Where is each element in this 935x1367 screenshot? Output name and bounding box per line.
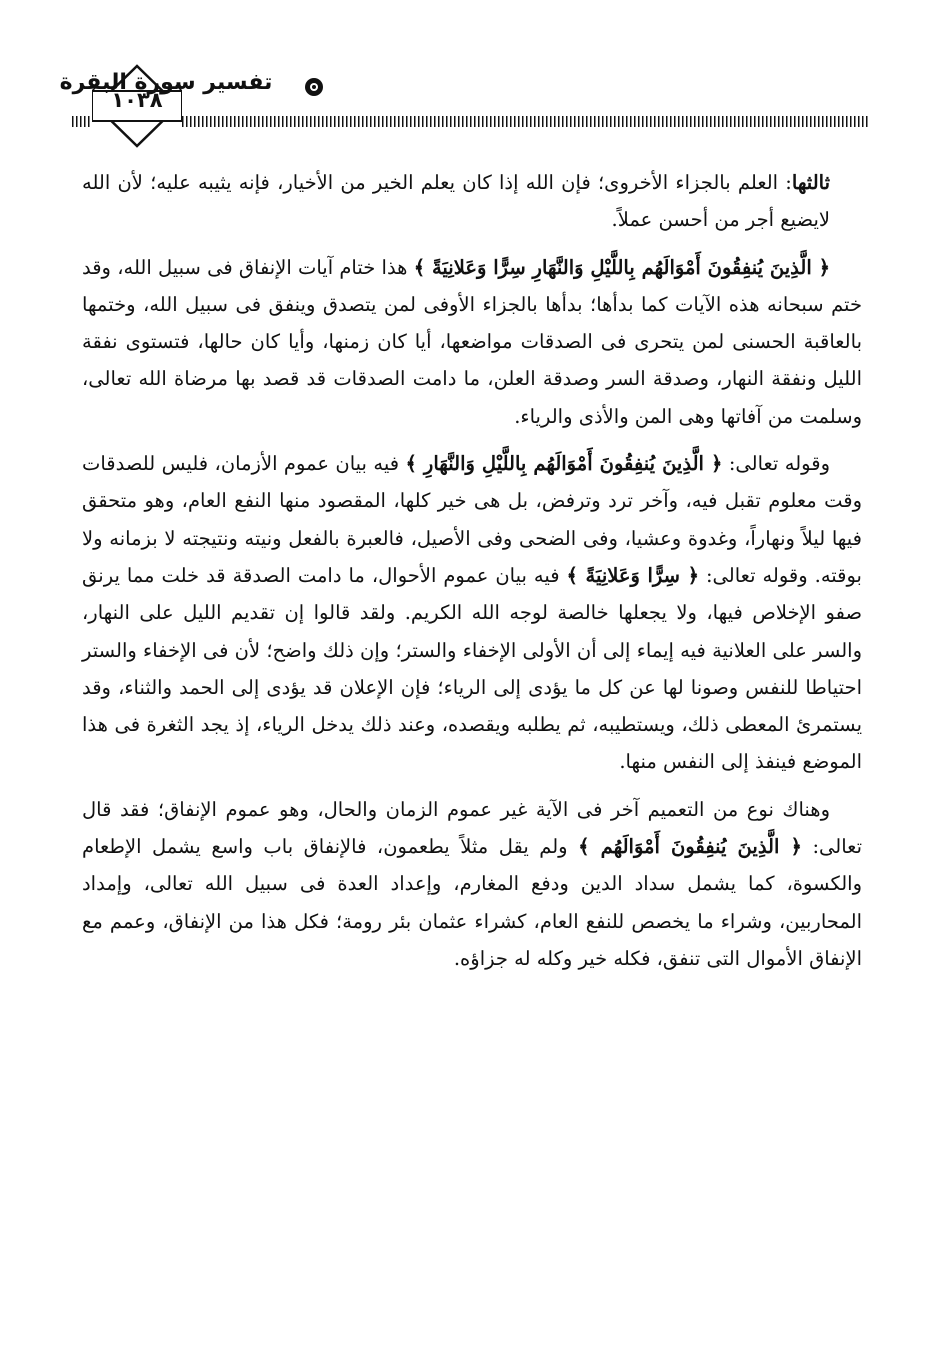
paragraph-1-text: : العلم بالجزاء الأخروى؛ فإن الله إذا كان يعلم الخير من الأخيار، فإنه يثيبه عليه؛ لأن الله لايضيع أجر من أحسن عملاً. (82, 171, 830, 232)
paragraph-4-text-2: ولم يقل مثلاً يطعمون، فالإنفاق باب واسع يشمل الإطعام والكسوة، كما يشمل سداد الدين ودفع المغارم، وإعداد العدة فى سبيل الله تعالى، وإمداد المحاربين، وشراء ما يخصص للنفع العام، كشراء عثمان بئر رومة؛ فكل هذا من الإنفاق، وعمم مع الإنفاق الأموال التى تنفق، فكله خير وكله له جزاؤه. (82, 835, 862, 970)
paragraph-3-text-1: فيه بيان عموم الأزمان، فليس للصدقات وقت معلوم تقبل فيه، وآخر ترد وترفض، بل هى خير كلها، المقصود منها النفع العام، وهو متحقق فيها ليلاً ونهاراً، وغدوة وعشيا، وفى الضحى وفى الأصيل، فالعبرة بالفعل ونيته ونتيجته لا بزمانه ولا بوقته. وقوله تعالى: (82, 452, 862, 587)
paragraph-2-text: هذا ختام آيات الإنفاق فى سبيل الله، وقد ختم سبحانه هذه الآيات كما بدأها؛ بدأها بالجزاء الأوفى لمن يتصدق وينفق فى سبيل الله، وختمها بالعاقبة الحسنى لمن يتحرى فى الصدقات مواضعها، أيا كان زمنها، وأيا كان حالها، فتستوى نفقة الليل ونفقة النهار، وصدقة السر وصدقة العلن، ما دامت الصدقات قد قصد بها مرضاة الله تعالى، وسلمت من آفاتها وهى المن والأذى والرياء. (82, 255, 862, 428)
paragraph-3-text-2: فيه بيان عموم الأحوال، ما دامت الصدقة قد خلت مما يرنق صفو الإخلاص فيها، ولا يجعلها خالصة لوجه الله الكريم. ولقد قالوا إن تقديم الليل على النهار، والسر على العلانية فيه إيماء إلى أن الأولى الإخفاء والستر؛ وإن ذلك واضح؛ لأن فى الإخفاء والستر احتياطا للنفس وصونا لها عن كل ما يؤدى إلى الرياء؛ فإن الإعلان قد يؤدى إلى الحمد والثناء، وقد يستمرئ المعطى ذلك، ويستطيبه، ثم يطلبه ويقصده، وعند ذلك يدخل الرياء، إذ يجد الثغرة فى هذا الموضع فينفذ إلى النفس منها. (82, 563, 862, 774)
header-title: تفسير سورة البقرة (59, 70, 273, 95)
paragraph-1-term: ثالثها (791, 171, 830, 194)
page-body (82, 164, 862, 987)
page-number: ١٠٣٨ (111, 88, 163, 112)
paragraph-3 (82, 445, 862, 781)
paragraph-4 (82, 791, 862, 977)
page-header (0, 0, 935, 160)
quran-verse: ﴿ الَّذِينَ يُنفِقُونَ أَمْوَالَهُم بِاللَّيْلِ وَالنَّهَارِ ﴾ (405, 452, 723, 476)
quran-verse: ﴿ الَّذِينَ يُنفِقُونَ أَمْوَالَهُم ﴾ (578, 835, 802, 859)
paragraph-2 (82, 249, 862, 435)
quran-verse: ﴿ الَّذِينَ يُنفِقُونَ أَمْوَالَهُم بِاللَّيْلِ وَالنَّهَارِ سِرًّا وَعَلانِيَةً ﴾ (413, 255, 831, 279)
flower-ornament-icon (302, 76, 326, 98)
quran-verse: ﴿ سِرًّا وَعَلانِيَةً ﴾ (566, 563, 699, 587)
header-rule (182, 116, 868, 127)
header-rule-left (72, 116, 92, 127)
paragraph-4-text-1: وهناك نوع من التعميم آخر فى الآية غير عموم الزمان والحال، وهو عموم الإنفاق؛ فقد قال تعالى: (82, 797, 863, 859)
paragraph-3-intro: وقوله تعالى: (722, 452, 830, 476)
paragraph-1 (82, 164, 862, 239)
